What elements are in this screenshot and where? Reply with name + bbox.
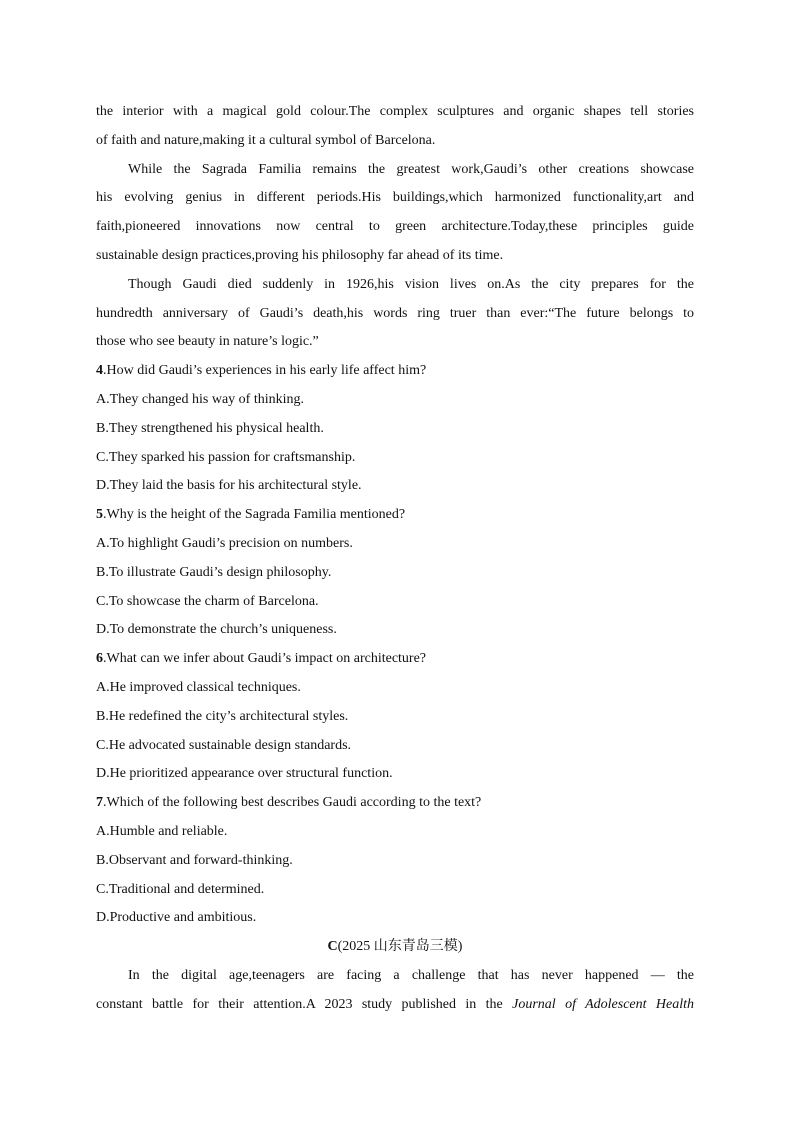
question-4 <box>96 357 694 501</box>
text-span: constant battle for their attention.A 2023 study published in the <box>96 996 513 1012</box>
text-line: the interior with a magical gold colour.The complex sculptures and organic shapes tell stories <box>96 104 694 119</box>
passage-c-paragraph-1 <box>96 962 694 1020</box>
section-c-heading <box>96 933 694 962</box>
answer-option: B.He redefined the city’s architectural styles. <box>96 708 349 724</box>
question-number: 5 <box>96 507 103 523</box>
answer-option: D.They laid the basis for his architectural style. <box>96 478 362 494</box>
text-line: his evolving genius in different periods.His buildings,which harmonized functionality,art and <box>96 190 694 206</box>
question-7 <box>96 789 694 933</box>
question-stem <box>96 789 694 818</box>
page-content <box>96 98 694 1020</box>
journal-title: Journal of Adolescent Health <box>512 996 694 1012</box>
answer-option: A.They changed his way of thinking. <box>96 391 305 407</box>
answer-option: D.He prioritized appearance over structural function. <box>96 766 393 782</box>
question-6 <box>96 645 694 789</box>
text-line: faith,pioneered innovations now central to green architecture.Today,these principles guide <box>96 219 694 235</box>
question-text: .What can we infer about Gaudi’s impact on architecture? <box>103 651 427 667</box>
answer-option: A.To highlight Gaudi’s precision on numbers. <box>96 535 353 551</box>
answer-option: C.He advocated sustainable design standards. <box>96 737 352 753</box>
text-line: Though Gaudi died suddenly in 1926,his vision lives on.As the city prepares for the <box>128 276 694 292</box>
question-number: 4 <box>96 363 103 379</box>
answer-option: C.To showcase the charm of Barcelona. <box>96 593 319 609</box>
text-line: of faith and nature,making it a cultural symbol of Barcelona. <box>96 132 436 148</box>
section-source: (2025 山东青岛三模) <box>337 939 463 955</box>
passage-b-paragraph-3 <box>96 271 694 357</box>
passage-b-paragraph-1-tail <box>96 98 694 156</box>
text-line: sustainable design practices,proving his philosophy far ahead of its time. <box>96 247 504 263</box>
text-line: While the Sagrada Familia remains the greatest work,Gaudi’s other creations showcase <box>128 161 694 177</box>
answer-option: D.To demonstrate the church’s uniqueness. <box>96 622 337 638</box>
section-letter: C <box>327 939 338 955</box>
question-text: .Which of the following best describes Gaudi according to the text? <box>103 795 482 811</box>
question-number: 7 <box>96 795 103 811</box>
answer-option: C.They sparked his passion for craftsmanship. <box>96 449 356 465</box>
answer-option: D.Productive and ambitious. <box>96 910 257 926</box>
question-text: .How did Gaudi’s experiences in his early life affect him? <box>103 363 427 379</box>
passage-b-paragraph-2 <box>96 156 694 271</box>
answer-option: B.Observant and forward-thinking. <box>96 852 293 868</box>
answer-option: C.Traditional and determined. <box>96 881 265 897</box>
text-line <box>96 991 694 1020</box>
text-line: In the digital age,teenagers are facing a challenge that has never happened — the <box>128 967 694 983</box>
question-stem <box>96 501 694 530</box>
question-5 <box>96 501 694 645</box>
text-line: hundredth anniversary of Gaudi’s death,his words ring truer than ever:“The future belongs to <box>96 305 694 321</box>
answer-option: A.Humble and reliable. <box>96 823 228 839</box>
text-line: those who see beauty in nature’s logic.” <box>96 334 319 350</box>
question-text: .Why is the height of the Sagrada Familia mentioned? <box>103 507 406 523</box>
question-stem <box>96 645 694 674</box>
answer-option: B.To illustrate Gaudi’s design philosophy. <box>96 564 332 580</box>
answer-option: B.They strengthened his physical health. <box>96 420 324 436</box>
question-stem <box>96 357 694 386</box>
question-number: 6 <box>96 651 103 667</box>
answer-option: A.He improved classical techniques. <box>96 679 301 695</box>
